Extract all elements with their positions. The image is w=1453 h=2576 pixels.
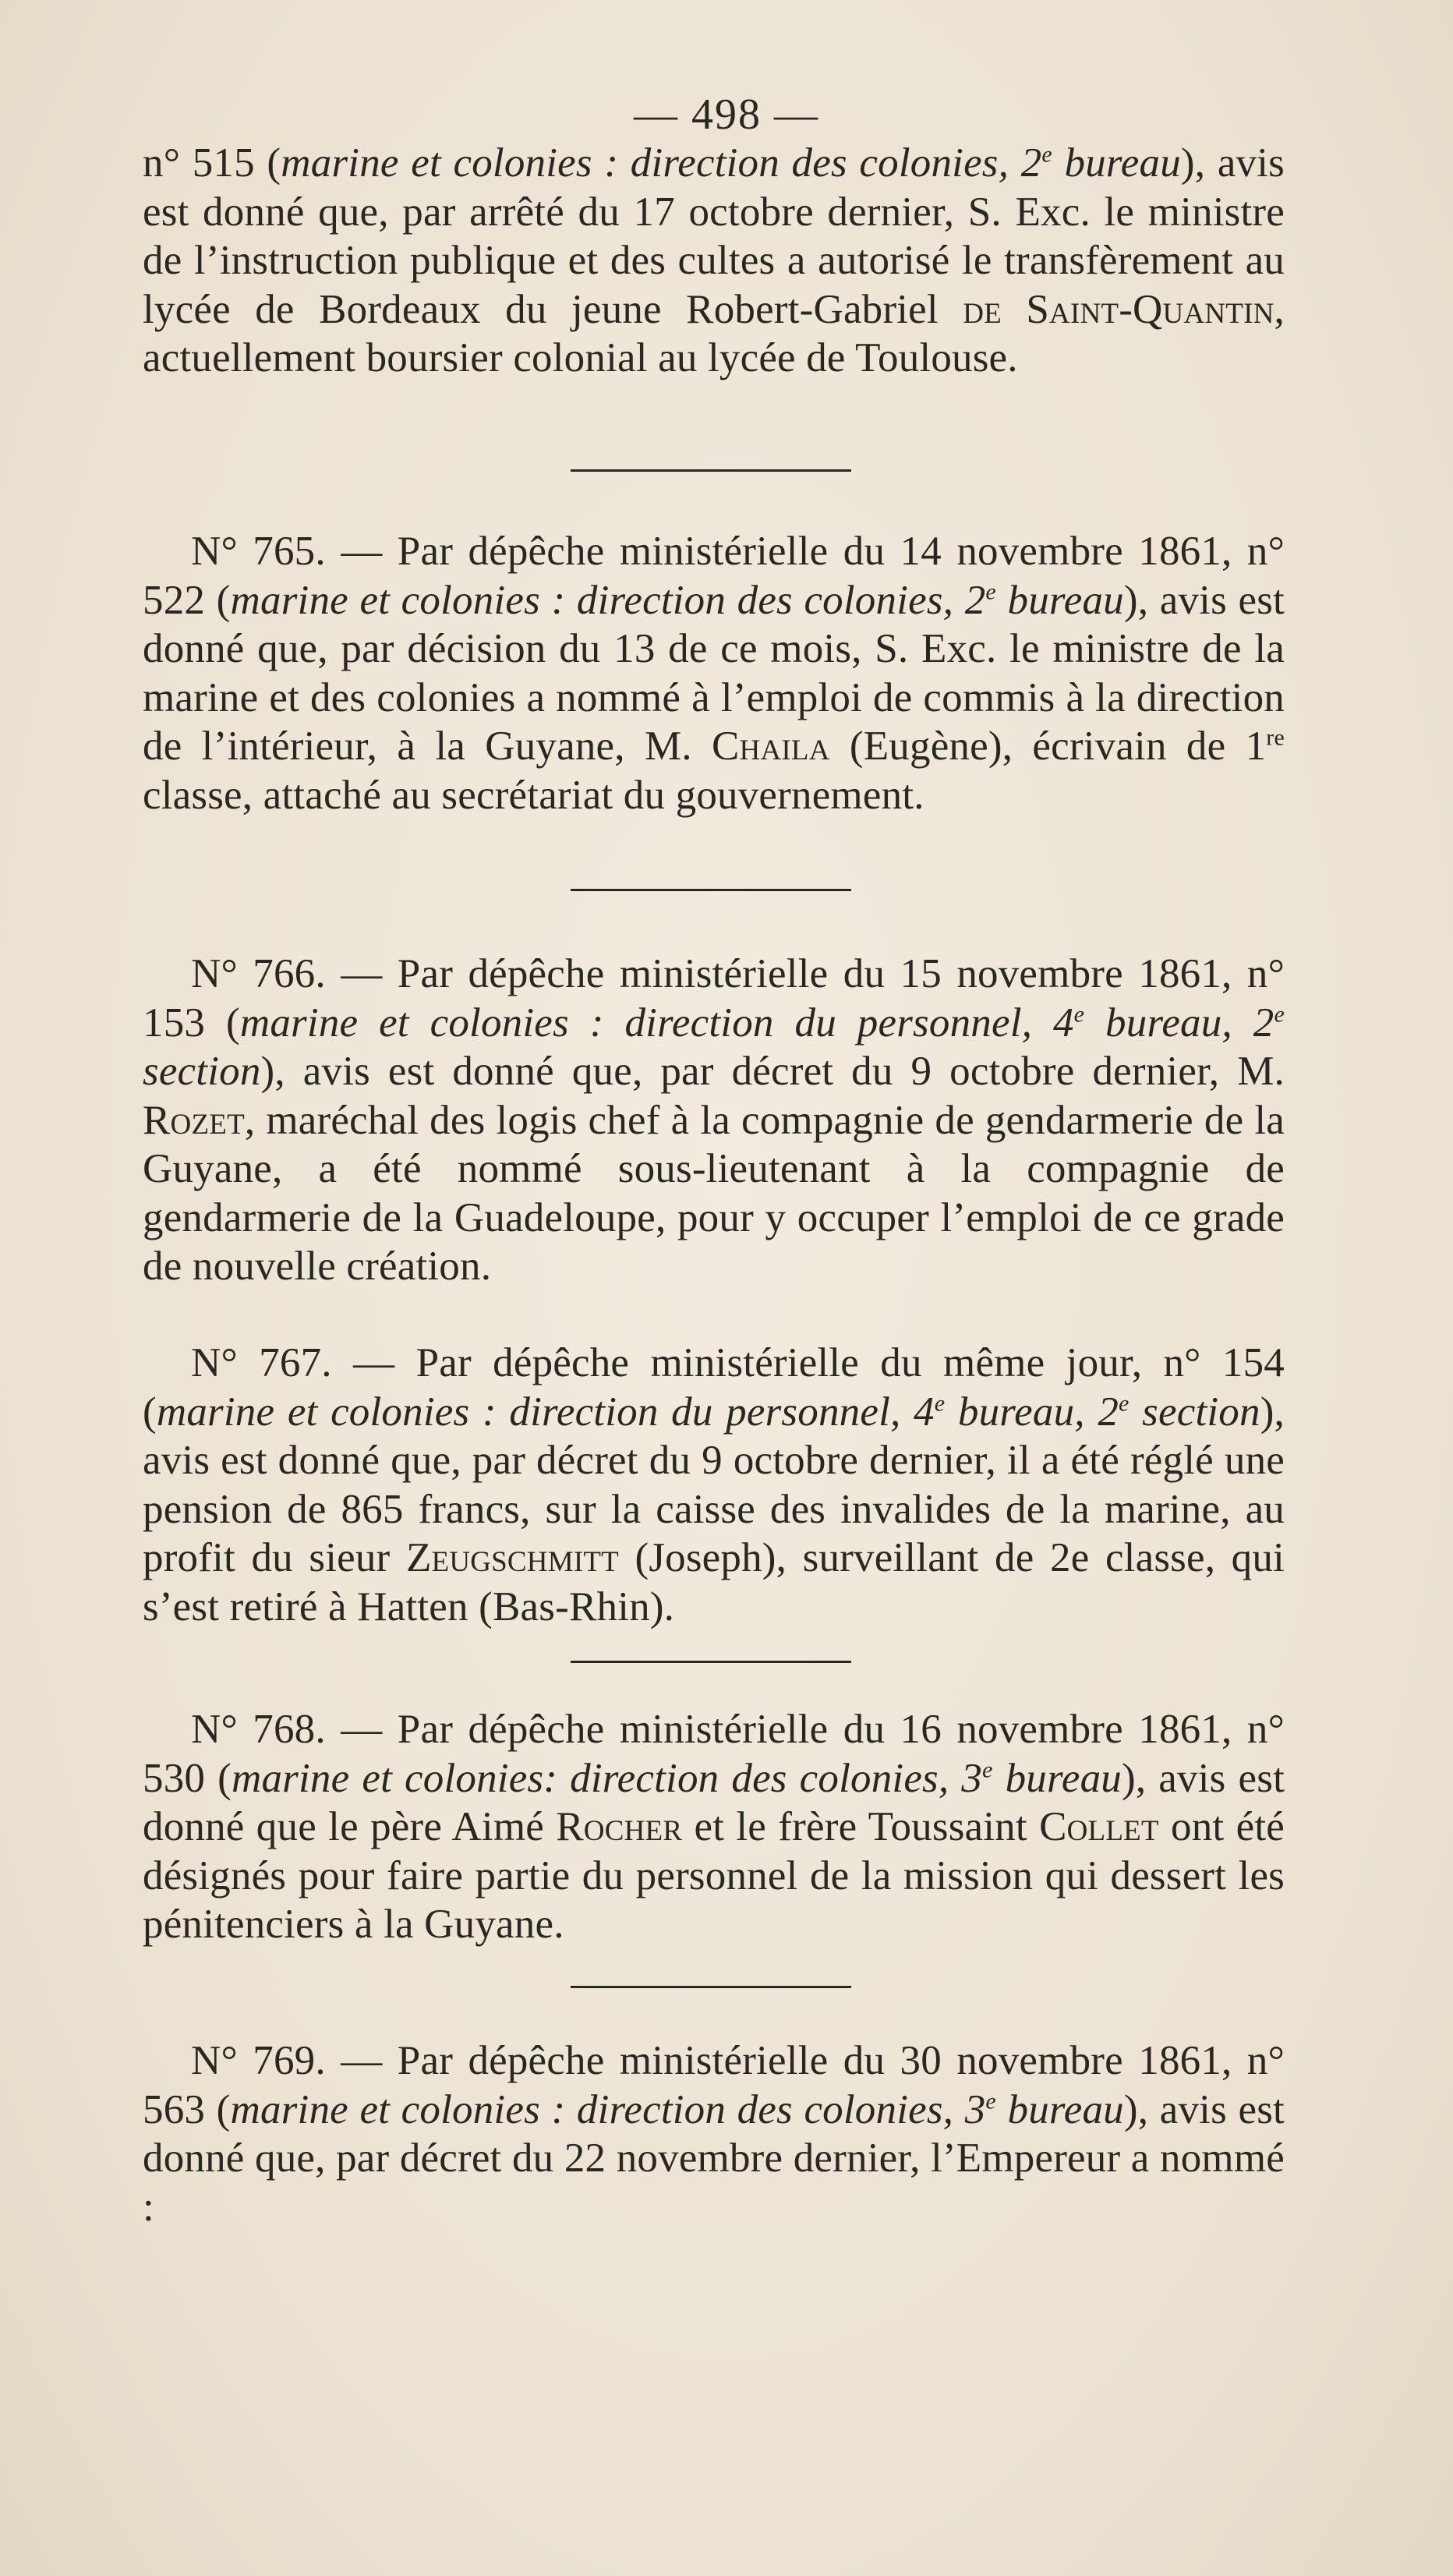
- superscript: e: [1274, 1000, 1285, 1027]
- paragraph-text: , actuellement boursier colonial au lycée de Toulouse.: [143, 286, 1285, 380]
- reference-number: n° 522: [143, 529, 1285, 623]
- reference-italic: bureau: [1052, 140, 1181, 186]
- superscript: e: [982, 1756, 993, 1782]
- reference-italic: marine et colonies : direction du personnel, 4: [156, 1389, 935, 1435]
- entry-766: N° 766. — Par dépêche ministérielle du 15 novembre 1861, n° 153 (marine et colonies : direction du personnel, 4e bureau, 2e section), avis est donné que, par décret du 9 octobre dernier, M. Rozet, maréchal des logis chef à la compagnie de gendarmerie de la Guyane, a été nommé sous-lieutenant à la compagnie de gendarmerie de la Guadeloupe, pour y occuper l’emploi de ce grade de nouvelle création.: [143, 951, 1285, 1289]
- paragraph-text: ), avis est donné que, par décret du 9 octobre dernier, M.: [260, 1049, 1285, 1094]
- superscript: e: [985, 2087, 996, 2114]
- entry-number: N° 767.: [191, 1340, 332, 1385]
- entry-769: N° 769. — Par dépêche ministérielle du 30 novembre 1861, n° 563 (marine et colonies : direction des colonies, 3e bureau), avis est donné que, par décret du 22 novembre dernier, l’Empereur a nommé :: [143, 2038, 1285, 2230]
- paragraph-text: — Par dépêche ministérielle du 30 novembre 1861,: [325, 2038, 1247, 2083]
- superscript: e: [934, 1389, 946, 1416]
- reference-italic: bureau, 2: [945, 1389, 1119, 1435]
- superscript: e: [985, 578, 996, 604]
- person-name: Zeugschmitt: [405, 1535, 619, 1580]
- reference-number: n° 563: [143, 2038, 1285, 2132]
- paragraph-text: ), avis est donné que, par arrêté du 17 octobre dernier, S. Exc. le ministre de l’instruction publique et des cultes a autorisé le transfèrement au lycée de Bordeaux du jeune Robert-Gabriel: [143, 140, 1285, 332]
- superscript: e: [1041, 141, 1052, 168]
- paragraph-text: ), avis est donné que, par décret du 22 novembre dernier, l’Empereur a nommé :: [143, 2086, 1285, 2230]
- entry-number: N° 769.: [191, 2038, 326, 2083]
- paragraph-text: (Eugène), écrivain de 1: [829, 724, 1267, 769]
- paragraph-text: — Par dépêche ministérielle du 16 novembre 1861,: [325, 1707, 1247, 1752]
- reference-italic: bureau, 2: [1084, 1000, 1274, 1046]
- paragraph-text: ont été désignés pour faire partie du personnel de la mission qui dessert les pénitenciers à la Guyane.: [143, 1804, 1285, 1947]
- separator-rule: [571, 1986, 851, 1988]
- reference-italic: marine et colonies : direction des colonies, 3: [230, 2086, 986, 2132]
- entry-768: N° 768. — Par dépêche ministérielle du 16 novembre 1861, n° 530 (marine et colonies: direction des colonies, 3e bureau), avis est donné que le père Aimé Rocher et le frère Toussaint Collet ont été désignés pour faire partie du personnel de la mission qui dessert les pénitenciers à la Guyane.: [143, 1707, 1285, 1947]
- entry-number: N° 765.: [191, 529, 326, 574]
- reference-italic: section: [143, 1049, 261, 1094]
- superscript: e: [1073, 1000, 1085, 1027]
- paragraph-continuation: n° 515 (marine et colonies : direction des colonies, 2e bureau), avis est donné que, par arrêté du 17 octobre dernier, S. Exc. le ministre de l’instruction publique et des cultes a autorisé le transfèrement au lycée de Bordeaux du jeune Robert-Gabriel de Saint-Quantin, actuellement boursier colonial au lycée de Toulouse.: [143, 140, 1285, 380]
- reference-italic: bureau: [992, 1755, 1122, 1801]
- paragraph-text: et le frère Toussaint: [682, 1804, 1040, 1849]
- person-name: Rocher: [556, 1804, 683, 1849]
- paragraph-text: (Joseph), surveillant de 2e classe, qui s’est retiré à Hatten (Bas-Rhin).: [143, 1535, 1285, 1629]
- paragraph-text: — Par dépêche ministérielle du 14 novembre 1861,: [325, 529, 1247, 574]
- reference-number: n° 530: [143, 1707, 1285, 1801]
- reference-number: n° 515: [143, 140, 255, 186]
- paragraph-text: ), avis est donné que, par décret du 9 octobre dernier, il a été réglé une pension de 865 francs, sur la caisse des invalides de la marine, au profit du sieur: [143, 1389, 1285, 1580]
- paragraph-text: ), avis est donné que le père Aimé: [143, 1755, 1285, 1849]
- reference-number: n° 153: [143, 951, 1285, 1046]
- superscript: e: [1119, 1389, 1130, 1416]
- person-name: Collet: [1039, 1804, 1159, 1849]
- reference-italic: marine et colonies: direction des colonies, 3: [232, 1755, 983, 1801]
- paragraph-text: — Par dépêche ministérielle du même jour,: [331, 1340, 1164, 1385]
- person-name: Chaila: [711, 724, 830, 769]
- separator-rule: [571, 1661, 851, 1663]
- entry-number: N° 768.: [191, 1707, 326, 1752]
- reference-italic: section: [1129, 1389, 1260, 1435]
- entry-767: N° 767. — Par dépêche ministérielle du même jour, n° 154 (marine et colonies : direction du personnel, 4e bureau, 2e section), avis est donné que, par décret du 9 octobre dernier, il a été réglé une pension de 865 francs, sur la caisse des invalides de la marine, au profit du sieur Zeugschmitt (Joseph), surveillant de 2e classe, qui s’est retiré à Hatten (Bas-Rhin).: [143, 1340, 1285, 1629]
- reference-italic: marine et colonies : direction du personnel, 4: [239, 1000, 1074, 1046]
- person-name: de Saint-Quantin: [963, 286, 1274, 332]
- reference-italic: marine et colonies : direction des colonies, 2: [281, 140, 1042, 186]
- entry-number: N° 766.: [191, 951, 326, 996]
- reference-number: n° 154: [1163, 1340, 1285, 1385]
- paragraph-text: — Par dépêche ministérielle du 15 novembre 1861,: [325, 951, 1247, 996]
- paragraph-text: classe, attaché au secrétariat du gouvernement.: [143, 772, 924, 818]
- reference-italic: bureau: [995, 577, 1124, 623]
- reference-italic: marine et colonies : direction des colonies, 2: [230, 577, 986, 623]
- person-name: Rozet: [143, 1097, 245, 1143]
- entry-765: N° 765. — Par dépêche ministérielle du 14 novembre 1861, n° 522 (marine et colonies : direction des colonies, 2e bureau), avis est donné que, par décision du 13 de ce mois, S. Exc. le ministre de la marine et des colonies a nommé à l’emploi de commis à la direction de l’intérieur, à la Guyane, M. Chaila (Eugène), écrivain de 1re classe, attaché au secrétariat du gouvernement.: [143, 529, 1285, 818]
- paragraph-text: , maréchal des logis chef à la compagnie de gendarmerie de la Guyane, a été nommé sous-lieutenant à la compagnie de gendarmerie de la Guadeloupe, pour y occuper l’emploi de ce grade de nouvelle création.: [143, 1097, 1285, 1289]
- page-number: — 498 —: [634, 90, 819, 139]
- superscript: re: [1266, 724, 1285, 751]
- reference-italic: bureau: [995, 2086, 1124, 2132]
- separator-rule: [571, 889, 851, 891]
- paragraph-text: ), avis est donné que, par décision du 13 de ce mois, S. Exc. le ministre de la marine et des colonies a nommé à l’emploi de commis à la direction de l’intérieur, à la Guyane, M.: [143, 577, 1285, 769]
- separator-rule: [571, 469, 851, 472]
